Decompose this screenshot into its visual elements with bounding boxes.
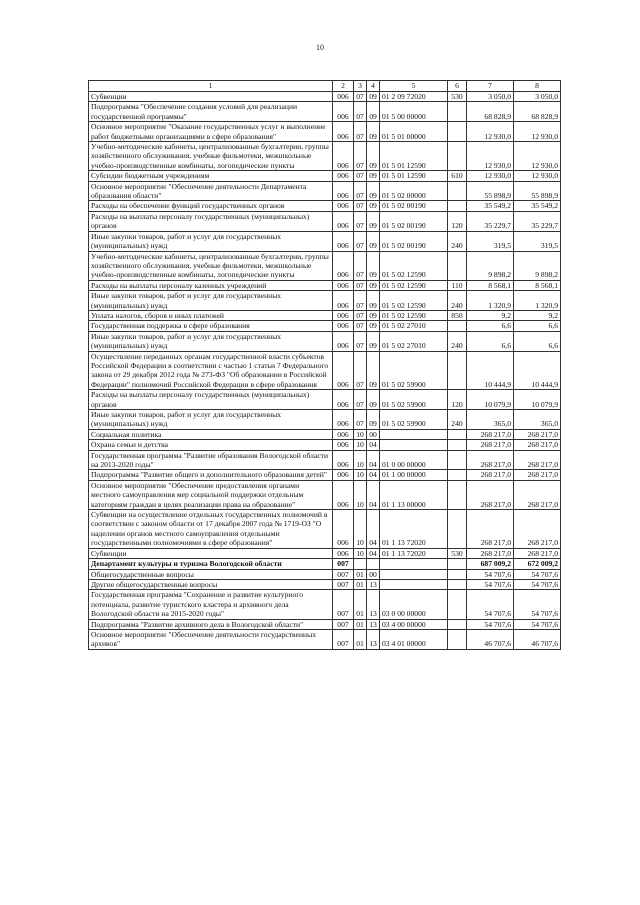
section-code-cell: 10 xyxy=(354,548,367,558)
amount-year1-cell: 268 217,0 xyxy=(467,429,514,439)
amount-year2-cell: 8 568,1 xyxy=(514,280,561,290)
amount-year1-cell: 268 217,0 xyxy=(467,510,514,549)
amount-year2-cell: 55 898,9 xyxy=(514,181,561,201)
header-cell: 1 xyxy=(89,81,333,92)
table-row xyxy=(89,231,561,251)
target-article-cell xyxy=(380,579,448,589)
target-article-cell: 01 5 02 00190 xyxy=(380,201,448,211)
expense-type-cell xyxy=(448,450,467,470)
amount-year2-cell: 68 828,9 xyxy=(514,102,561,122)
expense-type-cell xyxy=(448,181,467,201)
section-code-cell: 07 xyxy=(354,181,367,201)
target-article-cell: 03 0 00 00000 xyxy=(380,590,448,619)
subsection-code-cell: 09 xyxy=(367,251,380,280)
subsection-code-cell: 09 xyxy=(367,92,380,102)
admin-code-cell: 006 xyxy=(333,122,354,142)
table-row xyxy=(89,619,561,629)
admin-code-cell: 006 xyxy=(333,181,354,201)
target-article-cell: 01 5 02 00190 xyxy=(380,231,448,251)
row-name-cell: Субвенции xyxy=(89,92,333,102)
amount-year1-cell: 12 930,0 xyxy=(467,171,514,181)
expense-type-cell: 610 xyxy=(448,171,467,181)
section-code-cell: 07 xyxy=(354,231,367,251)
row-name-cell: Общегосударственные вопросы xyxy=(89,569,333,579)
table-header xyxy=(89,81,561,92)
expense-type-cell xyxy=(448,122,467,142)
amount-year2-cell: 268 217,0 xyxy=(514,548,561,558)
expense-type-cell xyxy=(448,470,467,480)
expense-type-cell xyxy=(448,102,467,122)
section-code-cell: 07 xyxy=(354,291,367,311)
amount-year1-cell: 54 707,6 xyxy=(467,619,514,629)
table-row xyxy=(89,429,561,439)
amount-year2-cell: 365,0 xyxy=(514,410,561,430)
expense-type-cell: 240 xyxy=(448,331,467,351)
subsection-code-cell: 09 xyxy=(367,142,380,171)
admin-code-cell: 006 xyxy=(333,291,354,311)
section-code-cell: 07 xyxy=(354,410,367,430)
subsection-code-cell: 09 xyxy=(367,211,380,231)
amount-year1-cell: 268 217,0 xyxy=(467,548,514,558)
amount-year2-cell: 54 707,6 xyxy=(514,619,561,629)
amount-year1-cell: 268 217,0 xyxy=(467,470,514,480)
section-code-cell: 07 xyxy=(354,390,367,410)
amount-year2-cell: 268 217,0 xyxy=(514,470,561,480)
admin-code-cell: 006 xyxy=(333,351,354,390)
table-row xyxy=(89,440,561,450)
expense-type-cell xyxy=(448,510,467,549)
amount-year1-cell: 10 444,9 xyxy=(467,351,514,390)
row-name-cell: Основное мероприятие "Обеспечение деятельности Департамента образования области" xyxy=(89,181,333,201)
target-article-cell xyxy=(380,559,448,569)
section-code-cell: 07 xyxy=(354,142,367,171)
amount-year1-cell: 54 707,6 xyxy=(467,590,514,619)
row-name-cell: Субвенции xyxy=(89,548,333,558)
admin-code-cell: 006 xyxy=(333,211,354,231)
admin-code-cell: 007 xyxy=(333,629,354,649)
expense-type-cell xyxy=(448,201,467,211)
admin-code-cell: 006 xyxy=(333,310,354,320)
admin-code-cell: 006 xyxy=(333,321,354,331)
amount-year1-cell: 55 898,9 xyxy=(467,181,514,201)
subsection-code-cell: 09 xyxy=(367,321,380,331)
amount-year2-cell: 10 079,9 xyxy=(514,390,561,410)
row-name-cell: Расходы на выплаты персоналу государственных (муниципальных) органов xyxy=(89,211,333,231)
section-code-cell: 01 xyxy=(354,590,367,619)
row-name-cell: Иные закупки товаров, работ и услуг для государственных (муниципальных) нужд xyxy=(89,291,333,311)
header-cell: 2 xyxy=(333,81,354,92)
admin-code-cell: 006 xyxy=(333,142,354,171)
amount-year2-cell: 12 930,0 xyxy=(514,122,561,142)
target-article-cell: 01 5 02 00190 xyxy=(380,211,448,231)
subsection-code-cell: 09 xyxy=(367,181,380,201)
table-row xyxy=(89,331,561,351)
target-article-cell: 01 5 02 59900 xyxy=(380,390,448,410)
target-article-cell: 01 5 01 00000 xyxy=(380,122,448,142)
row-name-cell: Подпрограмма "Развитие архивного дела в Вологодской области" xyxy=(89,619,333,629)
amount-year2-cell: 54 707,6 xyxy=(514,590,561,619)
target-article-cell: 01 5 02 59900 xyxy=(380,351,448,390)
table-row xyxy=(89,122,561,142)
expense-type-cell xyxy=(448,590,467,619)
table-row xyxy=(89,559,561,569)
section-code-cell: 07 xyxy=(354,331,367,351)
admin-code-cell: 006 xyxy=(333,480,354,509)
row-name-cell: Учебно-методические кабинеты, централизованные бухгалтерии, группы хозяйственного обслуживания, учебные фильмотеки, межшкольные учебно-производственные комбинаты, логопедические пункты xyxy=(89,142,333,171)
amount-year1-cell: 54 707,6 xyxy=(467,569,514,579)
target-article-cell xyxy=(380,569,448,579)
table-row xyxy=(89,280,561,290)
amount-year1-cell: 12 930,0 xyxy=(467,142,514,171)
row-name-cell: Государственная программа "Развитие образования Вологодской области на 2013-2020 годы" xyxy=(89,450,333,470)
row-name-cell: Охрана семьи и детства xyxy=(89,440,333,450)
expense-type-cell xyxy=(448,559,467,569)
expense-type-cell xyxy=(448,480,467,509)
expense-type-cell xyxy=(448,619,467,629)
section-code-cell: 01 xyxy=(354,619,367,629)
target-article-cell: 01 5 01 12590 xyxy=(380,171,448,181)
target-article-cell: 01 1 13 00000 xyxy=(380,480,448,509)
subsection-code-cell: 04 xyxy=(367,470,380,480)
row-name-cell: Социальная политика xyxy=(89,429,333,439)
table-row xyxy=(89,450,561,470)
amount-year1-cell: 10 079,9 xyxy=(467,390,514,410)
admin-code-cell: 007 xyxy=(333,569,354,579)
table-row xyxy=(89,171,561,181)
amount-year2-cell: 35 549,2 xyxy=(514,201,561,211)
target-article-cell: 03 4 01 00000 xyxy=(380,629,448,649)
row-name-cell: Иные закупки товаров, работ и услуг для государственных (муниципальных) нужд xyxy=(89,231,333,251)
amount-year2-cell: 268 217,0 xyxy=(514,480,561,509)
section-code-cell: 07 xyxy=(354,102,367,122)
row-name-cell: Расходы на выплаты персоналу государственных (муниципальных) органов xyxy=(89,390,333,410)
row-name-cell: Осуществление переданных органам государственной власти субъектов Российской Федерации в соответствии с частью 1 статьи 7 Федерального закона от 29 декабря 2012 года № 273-ФЗ "Об образовании в Российской Федерации" полномочий Российской Федерации в сфере образования xyxy=(89,351,333,390)
amount-year2-cell: 3 050,0 xyxy=(514,92,561,102)
amount-year1-cell: 6,6 xyxy=(467,321,514,331)
target-article-cell: 01 5 02 12590 xyxy=(380,251,448,280)
expense-type-cell: 240 xyxy=(448,291,467,311)
subsection-code-cell: 13 xyxy=(367,619,380,629)
admin-code-cell: 007 xyxy=(333,579,354,589)
section-code-cell: 07 xyxy=(354,310,367,320)
amount-year2-cell: 672 009,2 xyxy=(514,559,561,569)
table-row xyxy=(89,181,561,201)
section-code-cell: 01 xyxy=(354,569,367,579)
amount-year1-cell: 8 568,1 xyxy=(467,280,514,290)
amount-year1-cell: 1 320,9 xyxy=(467,291,514,311)
admin-code-cell: 006 xyxy=(333,92,354,102)
header-cell: 3 xyxy=(354,81,367,92)
target-article-cell: 01 5 02 12590 xyxy=(380,280,448,290)
amount-year2-cell: 9 898,2 xyxy=(514,251,561,280)
target-article-cell: 01 2 09 72020 xyxy=(380,92,448,102)
admin-code-cell: 007 xyxy=(333,619,354,629)
admin-code-cell: 007 xyxy=(333,559,354,569)
admin-code-cell: 006 xyxy=(333,450,354,470)
row-name-cell: Основное мероприятие "Оказание государственных услуг и выполнение работ бюджетными организациями в сфере образования" xyxy=(89,122,333,142)
expense-type-cell xyxy=(448,579,467,589)
amount-year1-cell: 365,0 xyxy=(467,410,514,430)
table-row xyxy=(89,480,561,509)
admin-code-cell: 006 xyxy=(333,201,354,211)
target-article-cell: 01 5 00 00000 xyxy=(380,102,448,122)
section-code-cell: 10 xyxy=(354,450,367,470)
table-row xyxy=(89,569,561,579)
page-number: 10 xyxy=(316,43,324,52)
amount-year1-cell: 319,5 xyxy=(467,231,514,251)
row-name-cell: Основное мероприятие "Обеспечение деятельности государственных архивов" xyxy=(89,629,333,649)
section-code-cell: 07 xyxy=(354,280,367,290)
row-name-cell: Государственная поддержка в сфере образования xyxy=(89,321,333,331)
amount-year2-cell: 35 229,7 xyxy=(514,211,561,231)
section-code-cell: 10 xyxy=(354,440,367,450)
table-row xyxy=(89,390,561,410)
expense-type-cell xyxy=(448,251,467,280)
section-code-cell xyxy=(354,559,367,569)
amount-year1-cell: 687 009,2 xyxy=(467,559,514,569)
subsection-code-cell: 09 xyxy=(367,122,380,142)
subsection-code-cell: 00 xyxy=(367,429,380,439)
target-article-cell: 01 5 02 27010 xyxy=(380,321,448,331)
table-row xyxy=(89,470,561,480)
table-row xyxy=(89,251,561,280)
budget-table xyxy=(88,80,561,650)
row-name-cell: Основное мероприятие "Обеспечение предоставления органами местного самоуправления мер социальной поддержки отдельным категориям граждан в целях реализации права на образование" xyxy=(89,480,333,509)
subsection-code-cell: 04 xyxy=(367,440,380,450)
expense-type-cell: 240 xyxy=(448,231,467,251)
subsection-code-cell: 13 xyxy=(367,629,380,649)
amount-year1-cell: 9,2 xyxy=(467,310,514,320)
admin-code-cell: 006 xyxy=(333,548,354,558)
subsection-code-cell xyxy=(367,559,380,569)
amount-year2-cell: 54 707,6 xyxy=(514,579,561,589)
expense-type-cell: 850 xyxy=(448,310,467,320)
subsection-code-cell: 09 xyxy=(367,171,380,181)
row-name-cell: Учебно-методические кабинеты, централизованные бухгалтерии, группы хозяйственного обслуживания, учебные фильмотеки, межшкольные учебно-производственные комбинаты, логопедические пункты xyxy=(89,251,333,280)
subsection-code-cell: 04 xyxy=(367,548,380,558)
subsection-code-cell: 09 xyxy=(367,201,380,211)
table-body xyxy=(89,92,561,650)
admin-code-cell: 006 xyxy=(333,510,354,549)
target-article-cell: 01 1 13 72020 xyxy=(380,548,448,558)
amount-year1-cell: 268 217,0 xyxy=(467,480,514,509)
table-row xyxy=(89,92,561,102)
table-row xyxy=(89,351,561,390)
table-row xyxy=(89,579,561,589)
amount-year2-cell: 268 217,0 xyxy=(514,440,561,450)
admin-code-cell: 006 xyxy=(333,390,354,410)
expense-type-cell: 240 xyxy=(448,410,467,430)
table-row xyxy=(89,291,561,311)
subsection-code-cell: 09 xyxy=(367,102,380,122)
row-name-cell: Расходы на выплаты персоналу казенных учреждений xyxy=(89,280,333,290)
amount-year1-cell: 35 549,2 xyxy=(467,201,514,211)
row-name-cell: Уплата налогов, сборов и иных платежей xyxy=(89,310,333,320)
amount-year2-cell: 12 930,0 xyxy=(514,171,561,181)
admin-code-cell: 006 xyxy=(333,102,354,122)
header-cell: 7 xyxy=(467,81,514,92)
amount-year2-cell: 6,6 xyxy=(514,321,561,331)
target-article-cell: 03 4 00 00000 xyxy=(380,619,448,629)
admin-code-cell: 007 xyxy=(333,590,354,619)
row-name-cell: Подпрограмма "Развитие общего и дополнительного образования детей" xyxy=(89,470,333,480)
row-name-cell: Иные закупки товаров, работ и услуг для государственных (муниципальных) нужд xyxy=(89,410,333,430)
amount-year1-cell: 54 707,6 xyxy=(467,579,514,589)
section-code-cell: 07 xyxy=(354,122,367,142)
amount-year2-cell: 10 444,9 xyxy=(514,351,561,390)
expense-type-cell: 120 xyxy=(448,390,467,410)
subsection-code-cell: 09 xyxy=(367,310,380,320)
subsection-code-cell: 09 xyxy=(367,351,380,390)
amount-year1-cell: 268 217,0 xyxy=(467,440,514,450)
amount-year2-cell: 46 707,6 xyxy=(514,629,561,649)
amount-year1-cell: 68 828,9 xyxy=(467,102,514,122)
row-name-cell: Департамент культуры и туризма Вологодской области xyxy=(89,559,333,569)
admin-code-cell: 006 xyxy=(333,440,354,450)
table-row xyxy=(89,321,561,331)
admin-code-cell: 006 xyxy=(333,410,354,430)
expense-type-cell: 530 xyxy=(448,92,467,102)
row-name-cell: Субвенции на осуществление отдельных государственных полномочий в соответствии с законом области от 17 декабря 2007 года № 1719-ОЗ "О наделении органов местного самоуправления отдельными государственными полномочиями в сфере образования" xyxy=(89,510,333,549)
expense-type-cell xyxy=(448,351,467,390)
header-cell: 6 xyxy=(448,81,467,92)
header-cell: 5 xyxy=(380,81,448,92)
subsection-code-cell: 00 xyxy=(367,569,380,579)
amount-year2-cell: 54 707,6 xyxy=(514,569,561,579)
expense-type-cell xyxy=(448,429,467,439)
section-code-cell: 07 xyxy=(354,251,367,280)
amount-year1-cell: 46 707,6 xyxy=(467,629,514,649)
target-article-cell xyxy=(380,440,448,450)
target-article-cell xyxy=(380,429,448,439)
target-article-cell: 01 5 02 12590 xyxy=(380,291,448,311)
amount-year1-cell: 12 930,0 xyxy=(467,122,514,142)
subsection-code-cell: 09 xyxy=(367,390,380,410)
table-row xyxy=(89,211,561,231)
amount-year1-cell: 6,6 xyxy=(467,331,514,351)
admin-code-cell: 006 xyxy=(333,251,354,280)
row-name-cell: Подпрограмма "Обеспечение создания условий для реализации государственной программы" xyxy=(89,102,333,122)
expense-type-cell xyxy=(448,142,467,171)
target-article-cell: 01 5 02 59900 xyxy=(380,410,448,430)
target-article-cell: 01 5 02 27010 xyxy=(380,331,448,351)
section-code-cell: 10 xyxy=(354,510,367,549)
row-name-cell: Государственная программа "Сохранение и развитие культурного потенциала, развитие туристского кластера и архивного дела Вологодской области на 2015-2020 годы" xyxy=(89,590,333,619)
row-name-cell: Иные закупки товаров, работ и услуг для государственных (муниципальных) нужд xyxy=(89,331,333,351)
subsection-code-cell: 13 xyxy=(367,579,380,589)
table-row xyxy=(89,510,561,549)
expense-type-cell xyxy=(448,321,467,331)
subsection-code-cell: 13 xyxy=(367,590,380,619)
admin-code-cell: 006 xyxy=(333,429,354,439)
expense-type-cell: 530 xyxy=(448,548,467,558)
target-article-cell: 01 5 01 12590 xyxy=(380,142,448,171)
header-cell: 8 xyxy=(514,81,561,92)
amount-year2-cell: 319,5 xyxy=(514,231,561,251)
amount-year2-cell: 9,2 xyxy=(514,310,561,320)
section-code-cell: 10 xyxy=(354,429,367,439)
admin-code-cell: 006 xyxy=(333,171,354,181)
section-code-cell: 07 xyxy=(354,92,367,102)
admin-code-cell: 006 xyxy=(333,280,354,290)
subsection-code-cell: 04 xyxy=(367,450,380,470)
subsection-code-cell: 09 xyxy=(367,331,380,351)
amount-year2-cell: 12 930,0 xyxy=(514,142,561,171)
amount-year2-cell: 268 217,0 xyxy=(514,429,561,439)
subsection-code-cell: 09 xyxy=(367,291,380,311)
target-article-cell: 01 1 13 72020 xyxy=(380,510,448,549)
section-code-cell: 01 xyxy=(354,579,367,589)
table-row xyxy=(89,102,561,122)
table-row xyxy=(89,201,561,211)
section-code-cell: 07 xyxy=(354,321,367,331)
amount-year2-cell: 1 320,9 xyxy=(514,291,561,311)
amount-year2-cell: 268 217,0 xyxy=(514,510,561,549)
table-row xyxy=(89,590,561,619)
amount-year1-cell: 3 050,0 xyxy=(467,92,514,102)
amount-year1-cell: 35 229,7 xyxy=(467,211,514,231)
subsection-code-cell: 09 xyxy=(367,410,380,430)
expense-type-cell xyxy=(448,629,467,649)
expense-type-cell: 110 xyxy=(448,280,467,290)
admin-code-cell: 006 xyxy=(333,231,354,251)
subsection-code-cell: 04 xyxy=(367,510,380,549)
section-code-cell: 07 xyxy=(354,201,367,211)
amount-year1-cell: 9 898,2 xyxy=(467,251,514,280)
target-article-cell: 01 0 00 00000 xyxy=(380,450,448,470)
table-row xyxy=(89,548,561,558)
header-row xyxy=(89,81,561,92)
row-name-cell: Расходы на обеспечение функций государственных органов xyxy=(89,201,333,211)
section-code-cell: 07 xyxy=(354,211,367,231)
table-row xyxy=(89,142,561,171)
section-code-cell: 10 xyxy=(354,470,367,480)
admin-code-cell: 006 xyxy=(333,470,354,480)
target-article-cell: 01 5 02 00000 xyxy=(380,181,448,201)
amount-year1-cell: 268 217,0 xyxy=(467,450,514,470)
header-cell: 4 xyxy=(367,81,380,92)
subsection-code-cell: 09 xyxy=(367,280,380,290)
amount-year2-cell: 6,6 xyxy=(514,331,561,351)
target-article-cell: 01 5 02 12590 xyxy=(380,310,448,320)
subsection-code-cell: 04 xyxy=(367,480,380,509)
target-article-cell: 01 1 00 00000 xyxy=(380,470,448,480)
row-name-cell: Другие общегосударственные вопросы xyxy=(89,579,333,589)
table-row xyxy=(89,310,561,320)
section-code-cell: 07 xyxy=(354,171,367,181)
admin-code-cell: 006 xyxy=(333,331,354,351)
amount-year2-cell: 268 217,0 xyxy=(514,450,561,470)
section-code-cell: 10 xyxy=(354,480,367,509)
table-row xyxy=(89,629,561,649)
table-row xyxy=(89,410,561,430)
expense-type-cell xyxy=(448,569,467,579)
expense-type-cell: 120 xyxy=(448,211,467,231)
section-code-cell: 01 xyxy=(354,629,367,649)
section-code-cell: 07 xyxy=(354,351,367,390)
expense-type-cell xyxy=(448,440,467,450)
row-name-cell: Субсидии бюджетным учреждениям xyxy=(89,171,333,181)
subsection-code-cell: 09 xyxy=(367,231,380,251)
